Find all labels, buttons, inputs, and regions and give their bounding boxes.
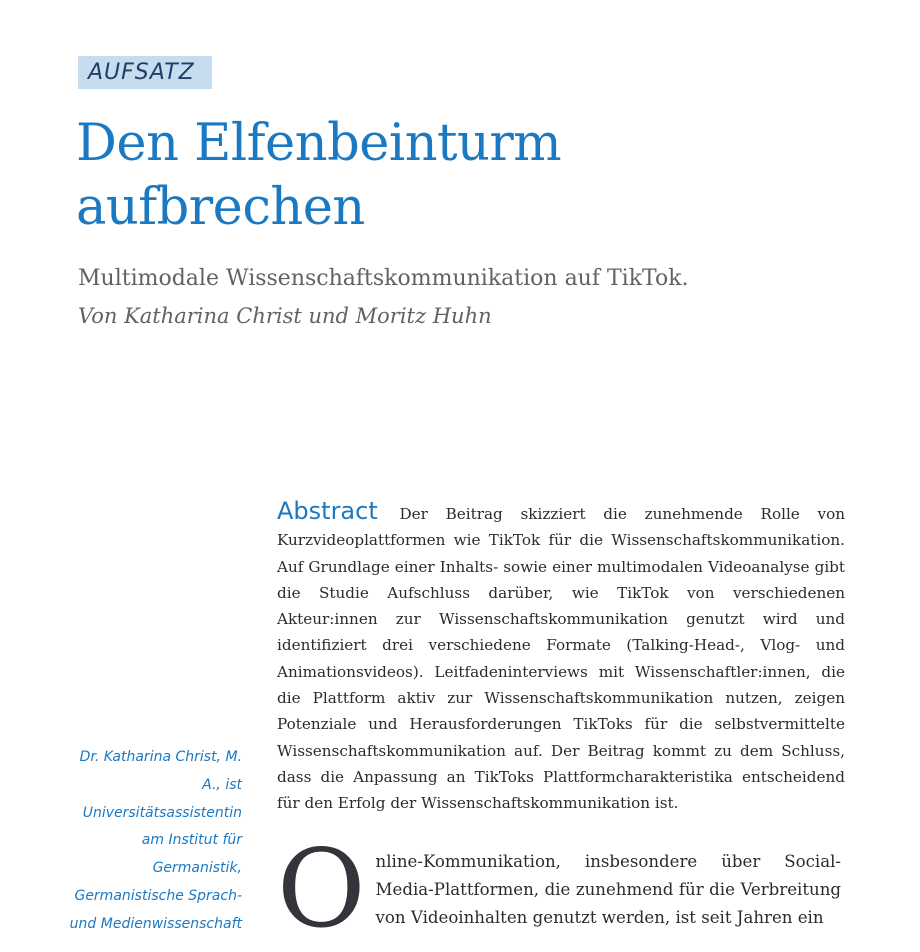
body-text: nline-Kommunikation, insbesondere über Social-Media-Plattformen, die zunehmend für die Verbreitung von Videoinhalten genutzt werden, ist seit Jahren ein xyxy=(375,852,841,927)
section-label: AUFSATZ xyxy=(78,56,212,89)
abstract-text: Der Beitrag skizziert die zunehmende Rolle von Kurzvideoplattformen wie TikTok für die Wissenschaftskommunikation. Auf Grundlage einer Inhalts- sowie einer multimodalen Videoanalyse gibt die Studie Aufschluss darüber, wie TikTok von verschiedenen Akteur:innen zur Wissenschaftskommunikation genutzt wird und identifiziert drei verschiedene Formate (Talking-Head-, Vlog- und Animationsvideos). Leitfadeninterviews mit Wissenschaftler:innen, die die Plattform aktiv zur Wissenschaftskommunikation nutzen, zeigen Potenziale und Herausforderungen TikToks für die selbstvermittelte Wissenschaftskommunikation auf. Der Beitrag kommt zu dem Schluss, dass die Anpassung an TikToks Plattformcharakteristika entscheidend für den Erfolg der Wissenschaftskommunikation ist. xyxy=(277,505,846,813)
drop-cap: O xyxy=(277,827,366,952)
author-note: Dr. Katharina Christ, M. A., ist Universitätsassistentin am Institut für Germanistik, Germanistische Sprach- und Medienwissenschaft xyxy=(69,749,242,932)
abstract-heading: Abstract xyxy=(277,497,378,525)
article-subtitle: Multimodale Wissenschaftskommunikation auf TikTok. xyxy=(78,266,689,291)
abstract xyxy=(277,498,845,817)
article-byline: Von Katharina Christ und Moritz Huhn xyxy=(78,304,492,328)
article-title: Den Elfenbeinturm aufbrechen xyxy=(76,114,562,237)
body-paragraph xyxy=(277,827,841,952)
